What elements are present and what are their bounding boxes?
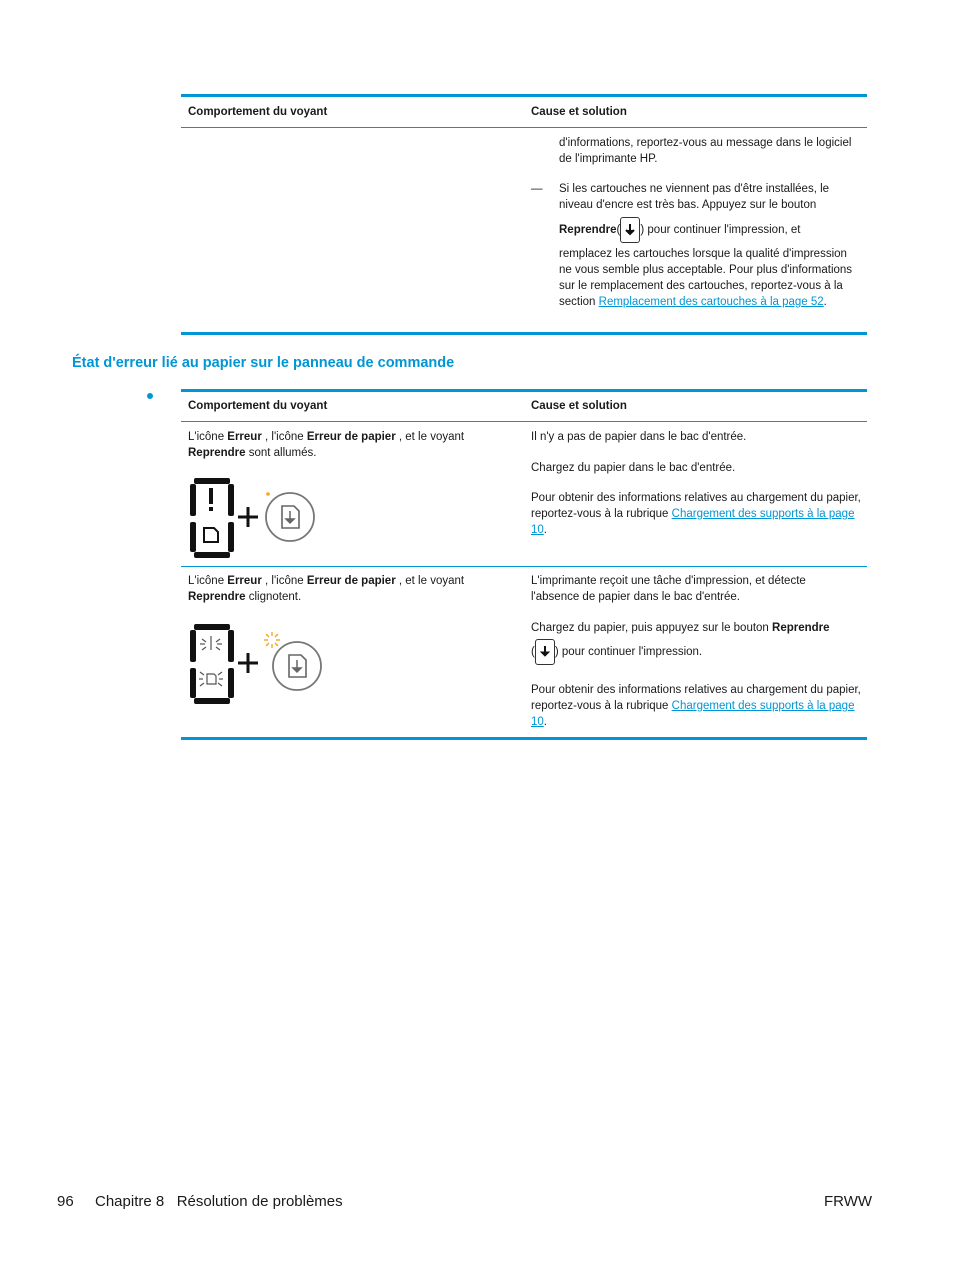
segment-display-icon [190,624,234,704]
error-icon [209,488,213,511]
row2-text-3: , et le voyant [395,575,465,587]
row1-more-info-end: . [543,524,547,536]
table2-bottom-border [181,737,867,740]
chapter-title: Chapitre 8 Résolution de problèmes [95,1193,343,1210]
row1-behavior [188,429,488,461]
open-paren: ( [531,646,535,658]
table-top-border [181,94,867,97]
row2-resume-button-label: Reprendre [772,622,830,634]
blinking-amber-indicator-icon [264,632,280,648]
page-number: 96 [57,1193,74,1210]
table2-top-border [181,389,867,392]
item-paragraph-text: remplacez les cartouches lorsque la qualité d'impression ne vous semble plus acceptable. Pour plus d'informations sur le remplacement des cartouches, reportez-vous à la section [559,248,853,308]
footer-locale: FRWW [824,1193,873,1210]
open-paren: ( [616,224,621,236]
row1-cause: Il n'y a pas de papier dans le bac d'entrée. [531,431,747,443]
row1-more-info-text: Pour obtenir des informations relatives au chargement du papier, reportez-vous à la rubrique [531,492,861,520]
row2-control-panel-illustration [186,622,326,711]
row2-resume-label: Reprendre [188,591,246,603]
row2-more-info [531,682,861,730]
resume-button-icon [273,642,321,690]
row1-paper-error-label: Erreur de papier [306,431,396,443]
amber-indicator-icon [266,492,270,496]
after-icon-text: ) pour continuer l'impression. [554,646,703,658]
table2-row-divider [181,566,867,567]
row2-text-2: , l'icône [261,575,307,587]
resume-button-icon [620,217,640,243]
row2-paper-error-label: Erreur de papier [306,575,396,587]
row1-solution: Chargez du papier dans le bac d'entrée. [531,462,736,474]
row2-cause: L'imprimante reçoit une tâche d'impression, et détecte l'absence de papier dans le bac d'entrée. [531,575,806,603]
row1-more-info [531,490,861,538]
row1-control-panel-illustration [186,476,326,565]
row2-text-1: L'icône [188,575,228,587]
after-icon-text: ) pour continuer l'impression, et [640,224,801,236]
section-bullet [147,393,153,399]
table1-col2-header: Cause et solution [531,106,627,118]
blinking-error-icon [200,636,222,650]
plus-icon [238,653,258,673]
row2-behavior [188,573,488,605]
dash-bullet: — [531,183,543,195]
resume-button-icon [535,639,555,665]
blinking-paper-error-icon [199,672,223,686]
table2-header-divider [181,421,867,422]
row2-resume-line [531,638,702,666]
table1-bottom-border [181,332,867,335]
row1-text-1: L'icône [188,431,228,443]
row1-error-label: Erreur [227,431,262,443]
item-paragraph-end: . [823,296,827,308]
row2-more-info-end: . [543,716,547,728]
paper-error-icon [204,528,218,542]
row2-error-label: Erreur [227,575,262,587]
plus-icon [238,507,258,527]
reprendre-line [559,215,800,245]
table1-item-line: Si les cartouches ne viennent pas d'être installées, le niveau d'encre est très bas. Appuyez sur le bouton [559,183,830,211]
row1-text-3: , et le voyant [395,431,465,443]
row1-text-4: sont allumés. [245,447,317,459]
resume-button-icon [266,493,314,541]
table1-continued-text: d'informations, reportez-vous au message dans le logiciel de l'imprimante HP. [559,137,852,165]
row1-resume-label: Reprendre [188,447,246,459]
reprendre-label: Reprendre [559,224,617,236]
table2-col1-header: Comportement du voyant [188,400,328,412]
table1-header-divider [181,127,867,128]
table2-col2-header: Cause et solution [531,400,627,412]
row2-text-4: clignotent. [245,591,302,603]
row1-load-media-link[interactable]: Chargement des supports à la page 10 [531,508,855,536]
table1-item-paragraph [559,246,859,310]
row2-more-info-text: Pour obtenir des informations relatives au chargement du papier, reportez-vous à la rubrique [531,684,861,712]
replace-cartridges-link[interactable]: Remplacement des cartouches à la page 52 [598,296,824,308]
row2-solution-text: Chargez du papier, puis appuyez sur le bouton [531,622,773,634]
row1-text-2: , l'icône [261,431,307,443]
section-title: État d'erreur lié au papier sur le panneau de commande [72,355,455,371]
row2-solution-line [531,620,861,636]
table1-col1-header: Comportement du voyant [188,106,328,118]
row2-load-media-link[interactable]: Chargement des supports à la page 10 [531,700,855,728]
